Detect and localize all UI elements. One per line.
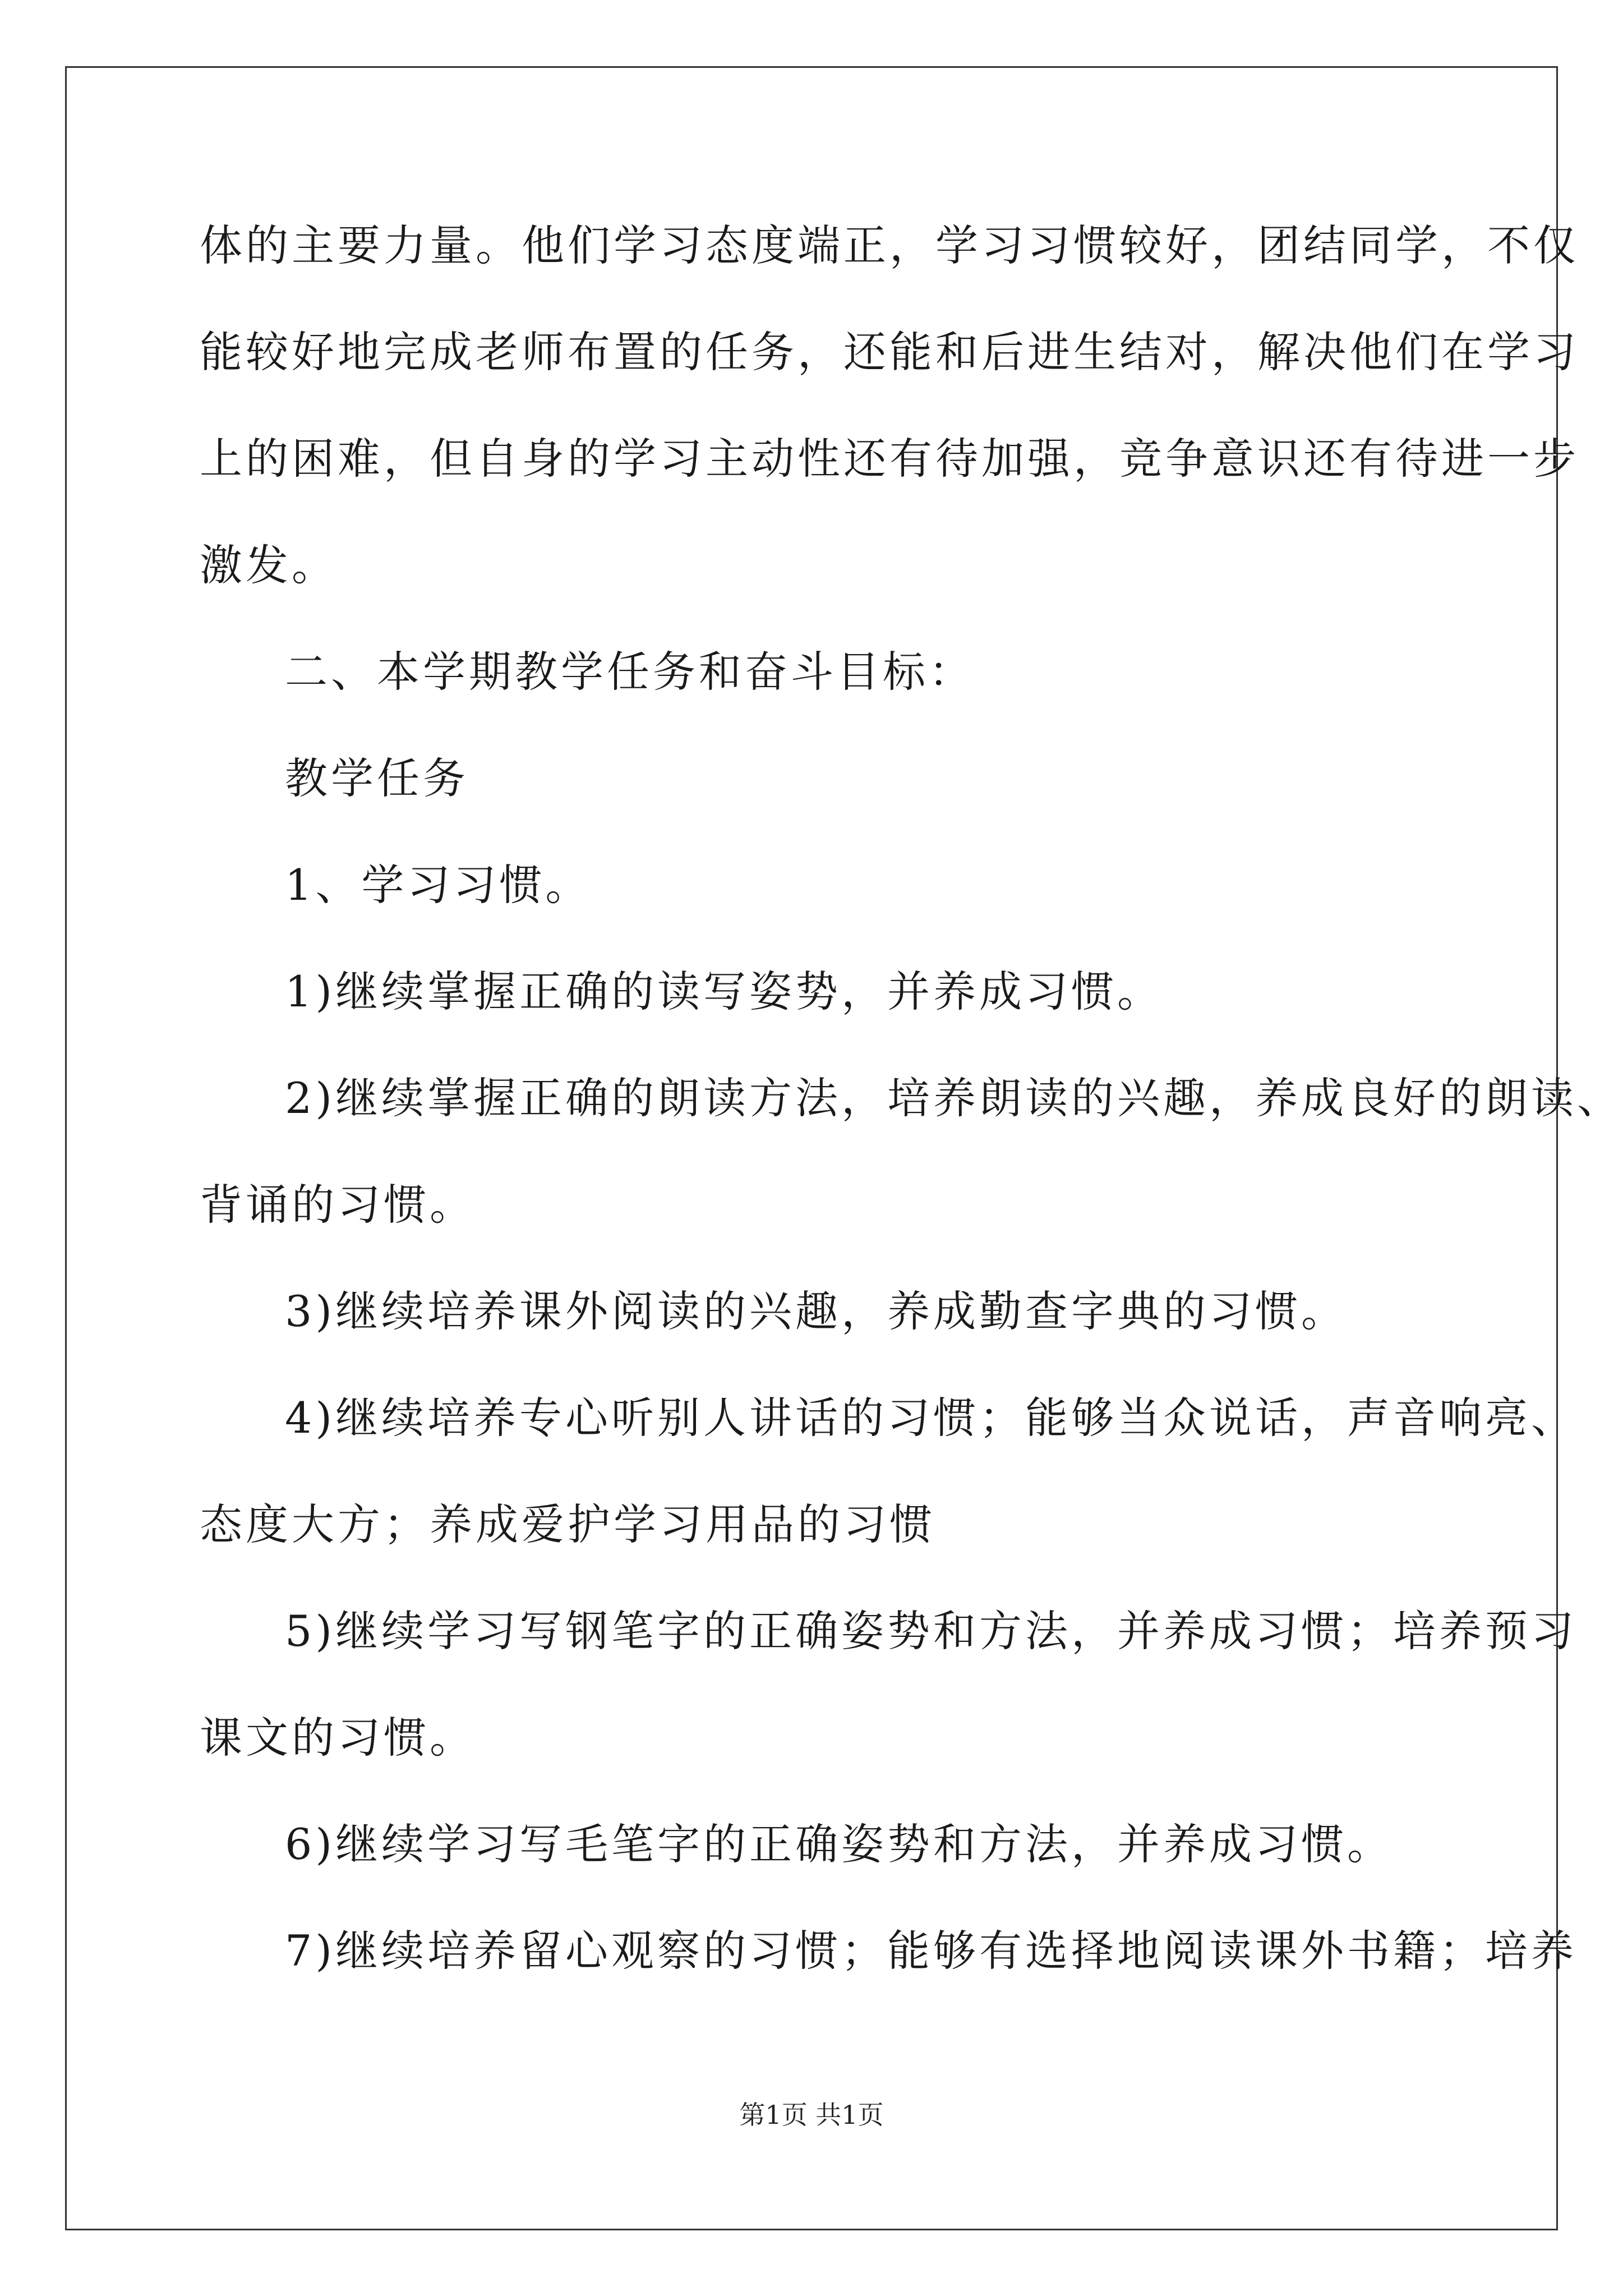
text-line: 体的主要力量。他们学习态度端正，学习习惯较好，团结同学，不仅 — [200, 220, 1579, 270]
list-item: 5)继续学习写钢笔字的正确姿势和方法，并养成习惯；培养预习 — [285, 1606, 1578, 1656]
text-line: 激发。 — [200, 540, 338, 590]
list-item: 6)继续学习写毛笔字的正确姿势和方法，并养成习惯。 — [285, 1819, 1394, 1869]
list-item: 1)继续掌握正确的读写姿势，并养成习惯。 — [285, 967, 1164, 1016]
text-line: 能较好地完成老师布置的任务，还能和后进生结对，解决他们在学习 — [200, 327, 1579, 377]
text-line: 上的困难，但自身的学习主动性还有待加强，竞争意识还有待进一步 — [200, 434, 1579, 484]
list-item-continuation: 课文的习惯。 — [200, 1713, 476, 1763]
list-item: 4)继续培养专心听别人讲话的习惯；能够当众说话，声音响亮、 — [285, 1393, 1578, 1443]
list-item: 3)继续培养课外阅读的兴趣，养成勤查字典的习惯。 — [285, 1286, 1348, 1336]
subsection-heading: 教学任务 — [285, 753, 469, 803]
section-heading: 二、本学期教学任务和奋斗目标： — [285, 647, 975, 697]
list-item: 7)继续培养留心观察的习惯；能够有选择地阅读课外书籍；培养 — [285, 1926, 1578, 1976]
page-border — [65, 66, 1558, 2230]
list-item: 2)继续掌握正确的朗读方法，培养朗读的兴趣，养成良好的朗读、 — [285, 1073, 1623, 1123]
list-item-continuation: 背诵的习惯。 — [200, 1180, 476, 1230]
page-number-footer: 第1页 共1页 — [739, 2100, 884, 2130]
list-item-heading: 1、学习习惯。 — [285, 860, 592, 910]
list-item-continuation: 态度大方；养成爱护学习用品的习惯 — [200, 1499, 935, 1549]
